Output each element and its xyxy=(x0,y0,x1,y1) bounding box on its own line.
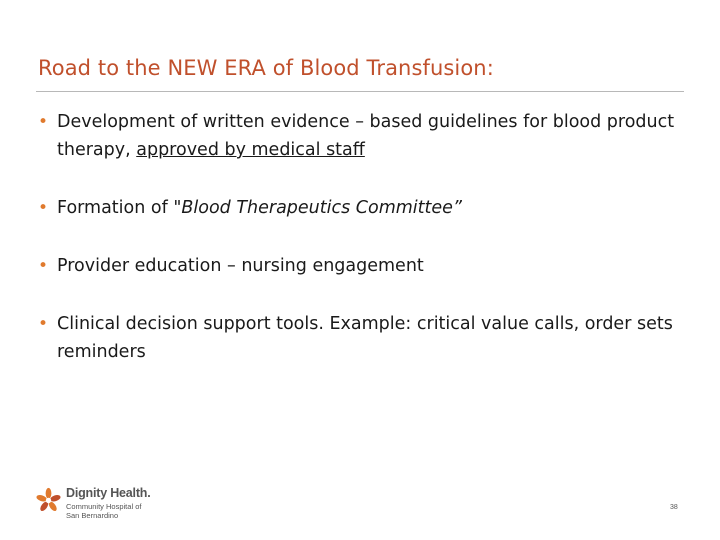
logo-hospital-name: Community Hospital of San Bernardino xyxy=(66,502,142,520)
bullet-item xyxy=(38,310,688,366)
bullet-italic-text: Blood Therapeutics Committee” xyxy=(181,198,462,218)
bullet-item xyxy=(38,194,688,222)
bullet-dot-icon: • xyxy=(38,256,49,276)
slide-title: Road to the NEW ERA of Blood Transfusion: xyxy=(38,56,494,80)
bullet-list xyxy=(38,108,688,396)
dignity-health-logo xyxy=(35,484,165,524)
bullet-text: Formation of " xyxy=(57,198,182,218)
logo-brand-name: Dignity Health. xyxy=(66,486,151,500)
title-divider xyxy=(36,91,684,92)
bullet-dot-icon: • xyxy=(38,314,49,334)
dignity-health-star-icon xyxy=(35,487,62,514)
bullet-underlined-text: approved by medical staff xyxy=(136,140,365,160)
bullet-dot-icon: • xyxy=(38,198,49,218)
bullet-item xyxy=(38,108,688,164)
page-number: 38 xyxy=(670,504,678,511)
bullet-item xyxy=(38,252,688,280)
bullet-text: Development of written evidence – based guidelines for blood product therapy, xyxy=(57,112,675,160)
bullet-dot-icon: • xyxy=(38,112,49,132)
bullet-text: Provider education – nursing engagement xyxy=(57,256,424,276)
bullet-text: Clinical decision support tools. Example: critical value calls, order sets reminders xyxy=(57,314,673,362)
